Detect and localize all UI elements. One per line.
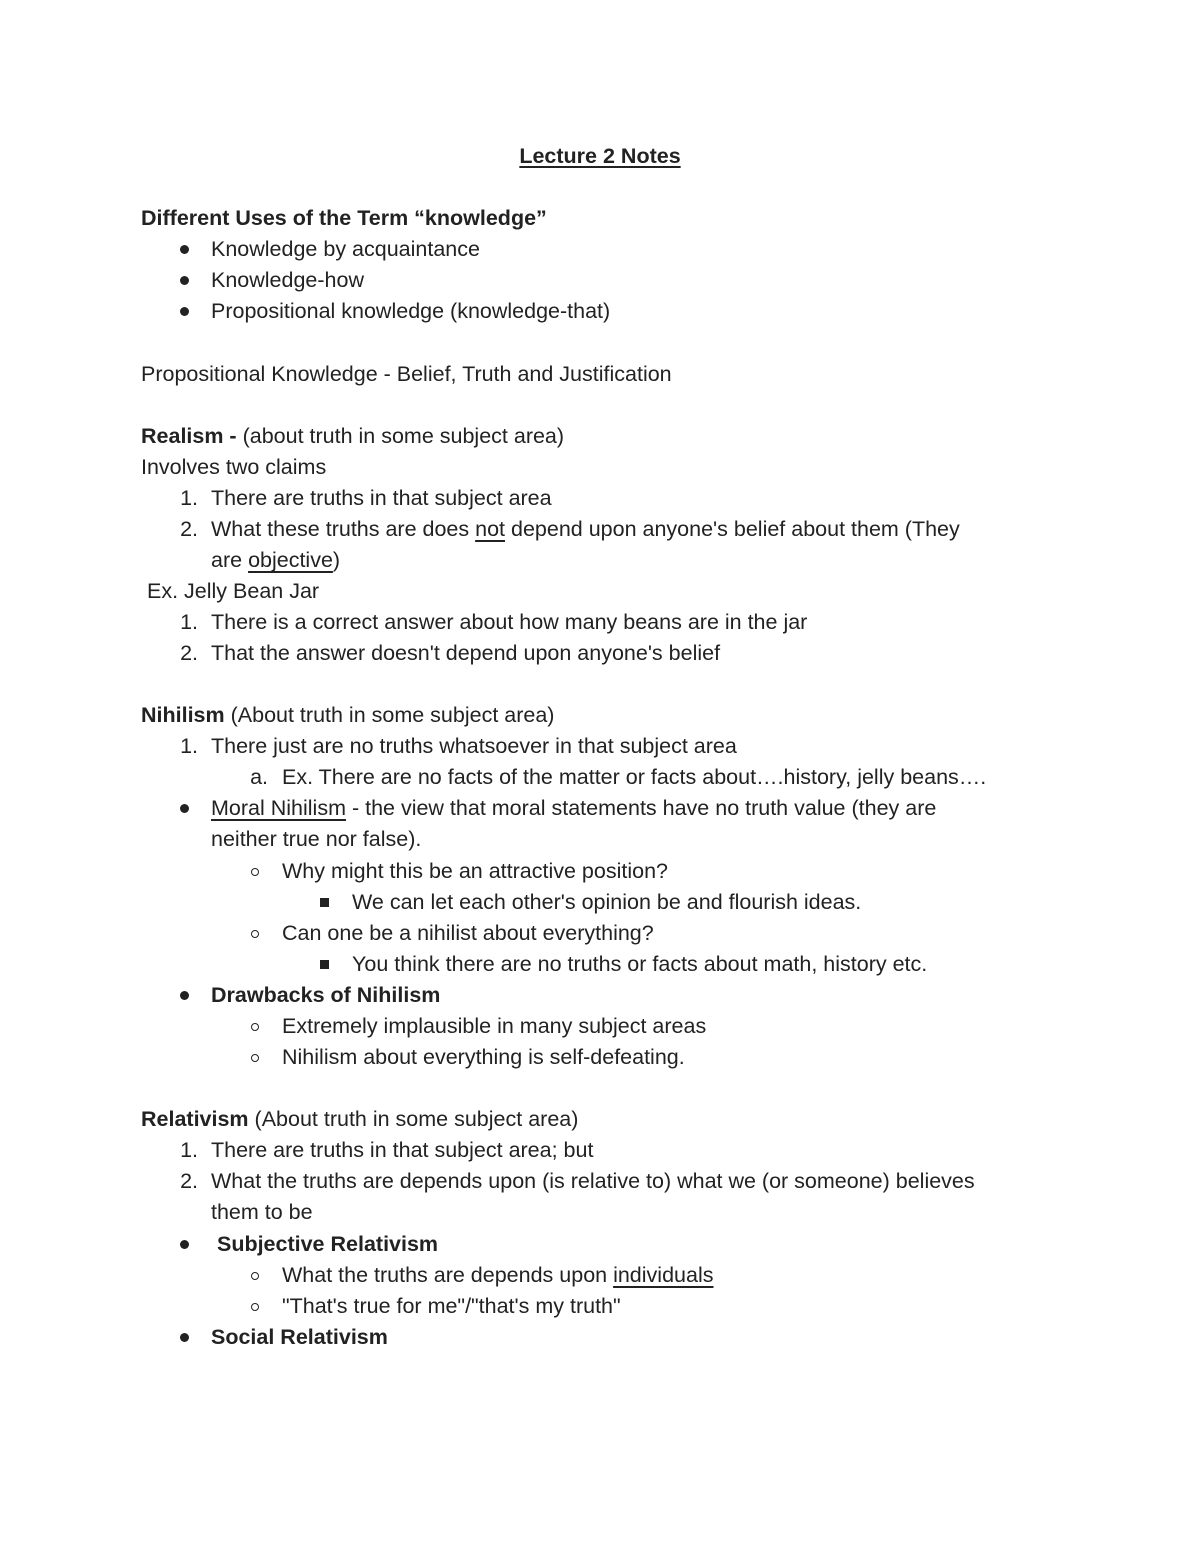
list-item <box>211 794 936 822</box>
list-item-continuation <box>211 546 340 574</box>
list-item: We can let each other's opinion be and flourish ideas. <box>352 890 862 914</box>
text: are <box>211 548 249 572</box>
bullet-dot-icon <box>180 307 189 316</box>
underlined-text: individuals <box>613 1263 714 1287</box>
list-item-social: Social Relativism <box>211 1325 388 1349</box>
section-heading-uses: Different Uses of the Term “knowledge” <box>141 206 547 230</box>
underlined-text: not <box>475 517 506 541</box>
list-item: That the answer doesn't depend upon anyone's belief <box>211 641 721 665</box>
list-item: Knowledge-how <box>211 268 364 292</box>
list-letter: a. <box>250 765 268 789</box>
list-item-drawbacks: Drawbacks of Nihilism <box>211 983 441 1007</box>
bullet-circle-icon <box>251 1054 259 1062</box>
list-item: Why might this be an attractive position? <box>282 859 668 883</box>
underlined-text: objective <box>248 548 333 572</box>
nihilism-desc: (About truth in some subject area) <box>224 703 555 727</box>
text: ) <box>332 548 341 572</box>
list-item-continuation: neither true nor false). <box>211 827 422 851</box>
list-item: There are truths in that subject area <box>211 486 552 510</box>
list-item: Can one be a nihilist about everything? <box>282 921 654 945</box>
list-number: 2. <box>180 641 198 665</box>
list-number: 2. <box>180 517 198 541</box>
list-item: There is a correct answer about how many beans are in the jar <box>211 610 808 634</box>
list-item <box>211 515 960 543</box>
bullet-circle-icon <box>251 1303 259 1311</box>
bullet-dot-icon <box>180 991 189 1000</box>
list-number: 1. <box>180 610 198 634</box>
relativism-term: Relativism <box>141 1107 249 1131</box>
realism-heading <box>141 422 564 450</box>
bullet-square-icon <box>320 960 329 969</box>
list-item-continuation: them to be <box>211 1200 313 1224</box>
page-title: Lecture 2 Notes <box>519 144 681 168</box>
realism-involves: Involves two claims <box>141 455 327 479</box>
example-heading: Ex. Jelly Bean Jar <box>147 579 320 603</box>
list-item: There just are no truths whatsoever in that subject area <box>211 734 737 758</box>
bullet-circle-icon <box>251 868 259 876</box>
bullet-dot-icon <box>180 245 189 254</box>
realism-desc: (about truth in some subject area) <box>236 424 565 448</box>
bullet-circle-icon <box>251 1272 259 1280</box>
list-item: What the truths are depends upon (is relative to) what we (or someone) believes <box>211 1169 975 1193</box>
list-item: You think there are no truths or facts about math, history etc. <box>352 952 928 976</box>
list-number: 1. <box>180 734 198 758</box>
nihilism-term: Nihilism <box>141 703 225 727</box>
propositional-knowledge-line: Propositional Knowledge - Belief, Truth and Justification <box>141 362 672 386</box>
relativism-desc: (About truth in some subject area) <box>248 1107 579 1131</box>
realism-term: Realism - <box>141 424 237 448</box>
bullet-square-icon <box>320 898 329 907</box>
list-number: 2. <box>180 1169 198 1193</box>
bullet-circle-icon <box>251 930 259 938</box>
bullet-circle-icon <box>251 1023 259 1031</box>
text: What the truths are depends upon <box>282 1263 614 1287</box>
text: depend upon anyone's belief about them (They <box>505 517 960 541</box>
nihilism-heading <box>141 701 554 729</box>
list-item: Extremely implausible in many subject areas <box>282 1014 707 1038</box>
list-item: There are truths in that subject area; but <box>211 1138 594 1162</box>
bullet-dot-icon <box>180 1240 189 1249</box>
list-item: Knowledge by acquaintance <box>211 237 480 261</box>
list-item: Nihilism about everything is self-defeating. <box>282 1045 685 1069</box>
text: What these truths are does <box>211 517 476 541</box>
bullet-dot-icon <box>180 276 189 285</box>
text: - the view that moral statements have no truth value (they are <box>345 796 937 820</box>
list-item <box>282 1261 713 1289</box>
bullet-dot-icon <box>180 804 189 813</box>
list-item: Propositional knowledge (knowledge-that) <box>211 299 611 323</box>
underlined-text: Moral Nihilism <box>211 796 346 820</box>
bullet-dot-icon <box>180 1333 189 1342</box>
list-item: Ex. There are no facts of the matter or facts about….history, jelly beans…. <box>282 765 987 789</box>
list-item-subjective: Subjective Relativism <box>211 1232 439 1256</box>
list-number: 1. <box>180 1138 198 1162</box>
relativism-heading <box>141 1105 578 1133</box>
list-item: "That's true for me"/"that's my truth" <box>282 1294 621 1318</box>
list-number: 1. <box>180 486 198 510</box>
